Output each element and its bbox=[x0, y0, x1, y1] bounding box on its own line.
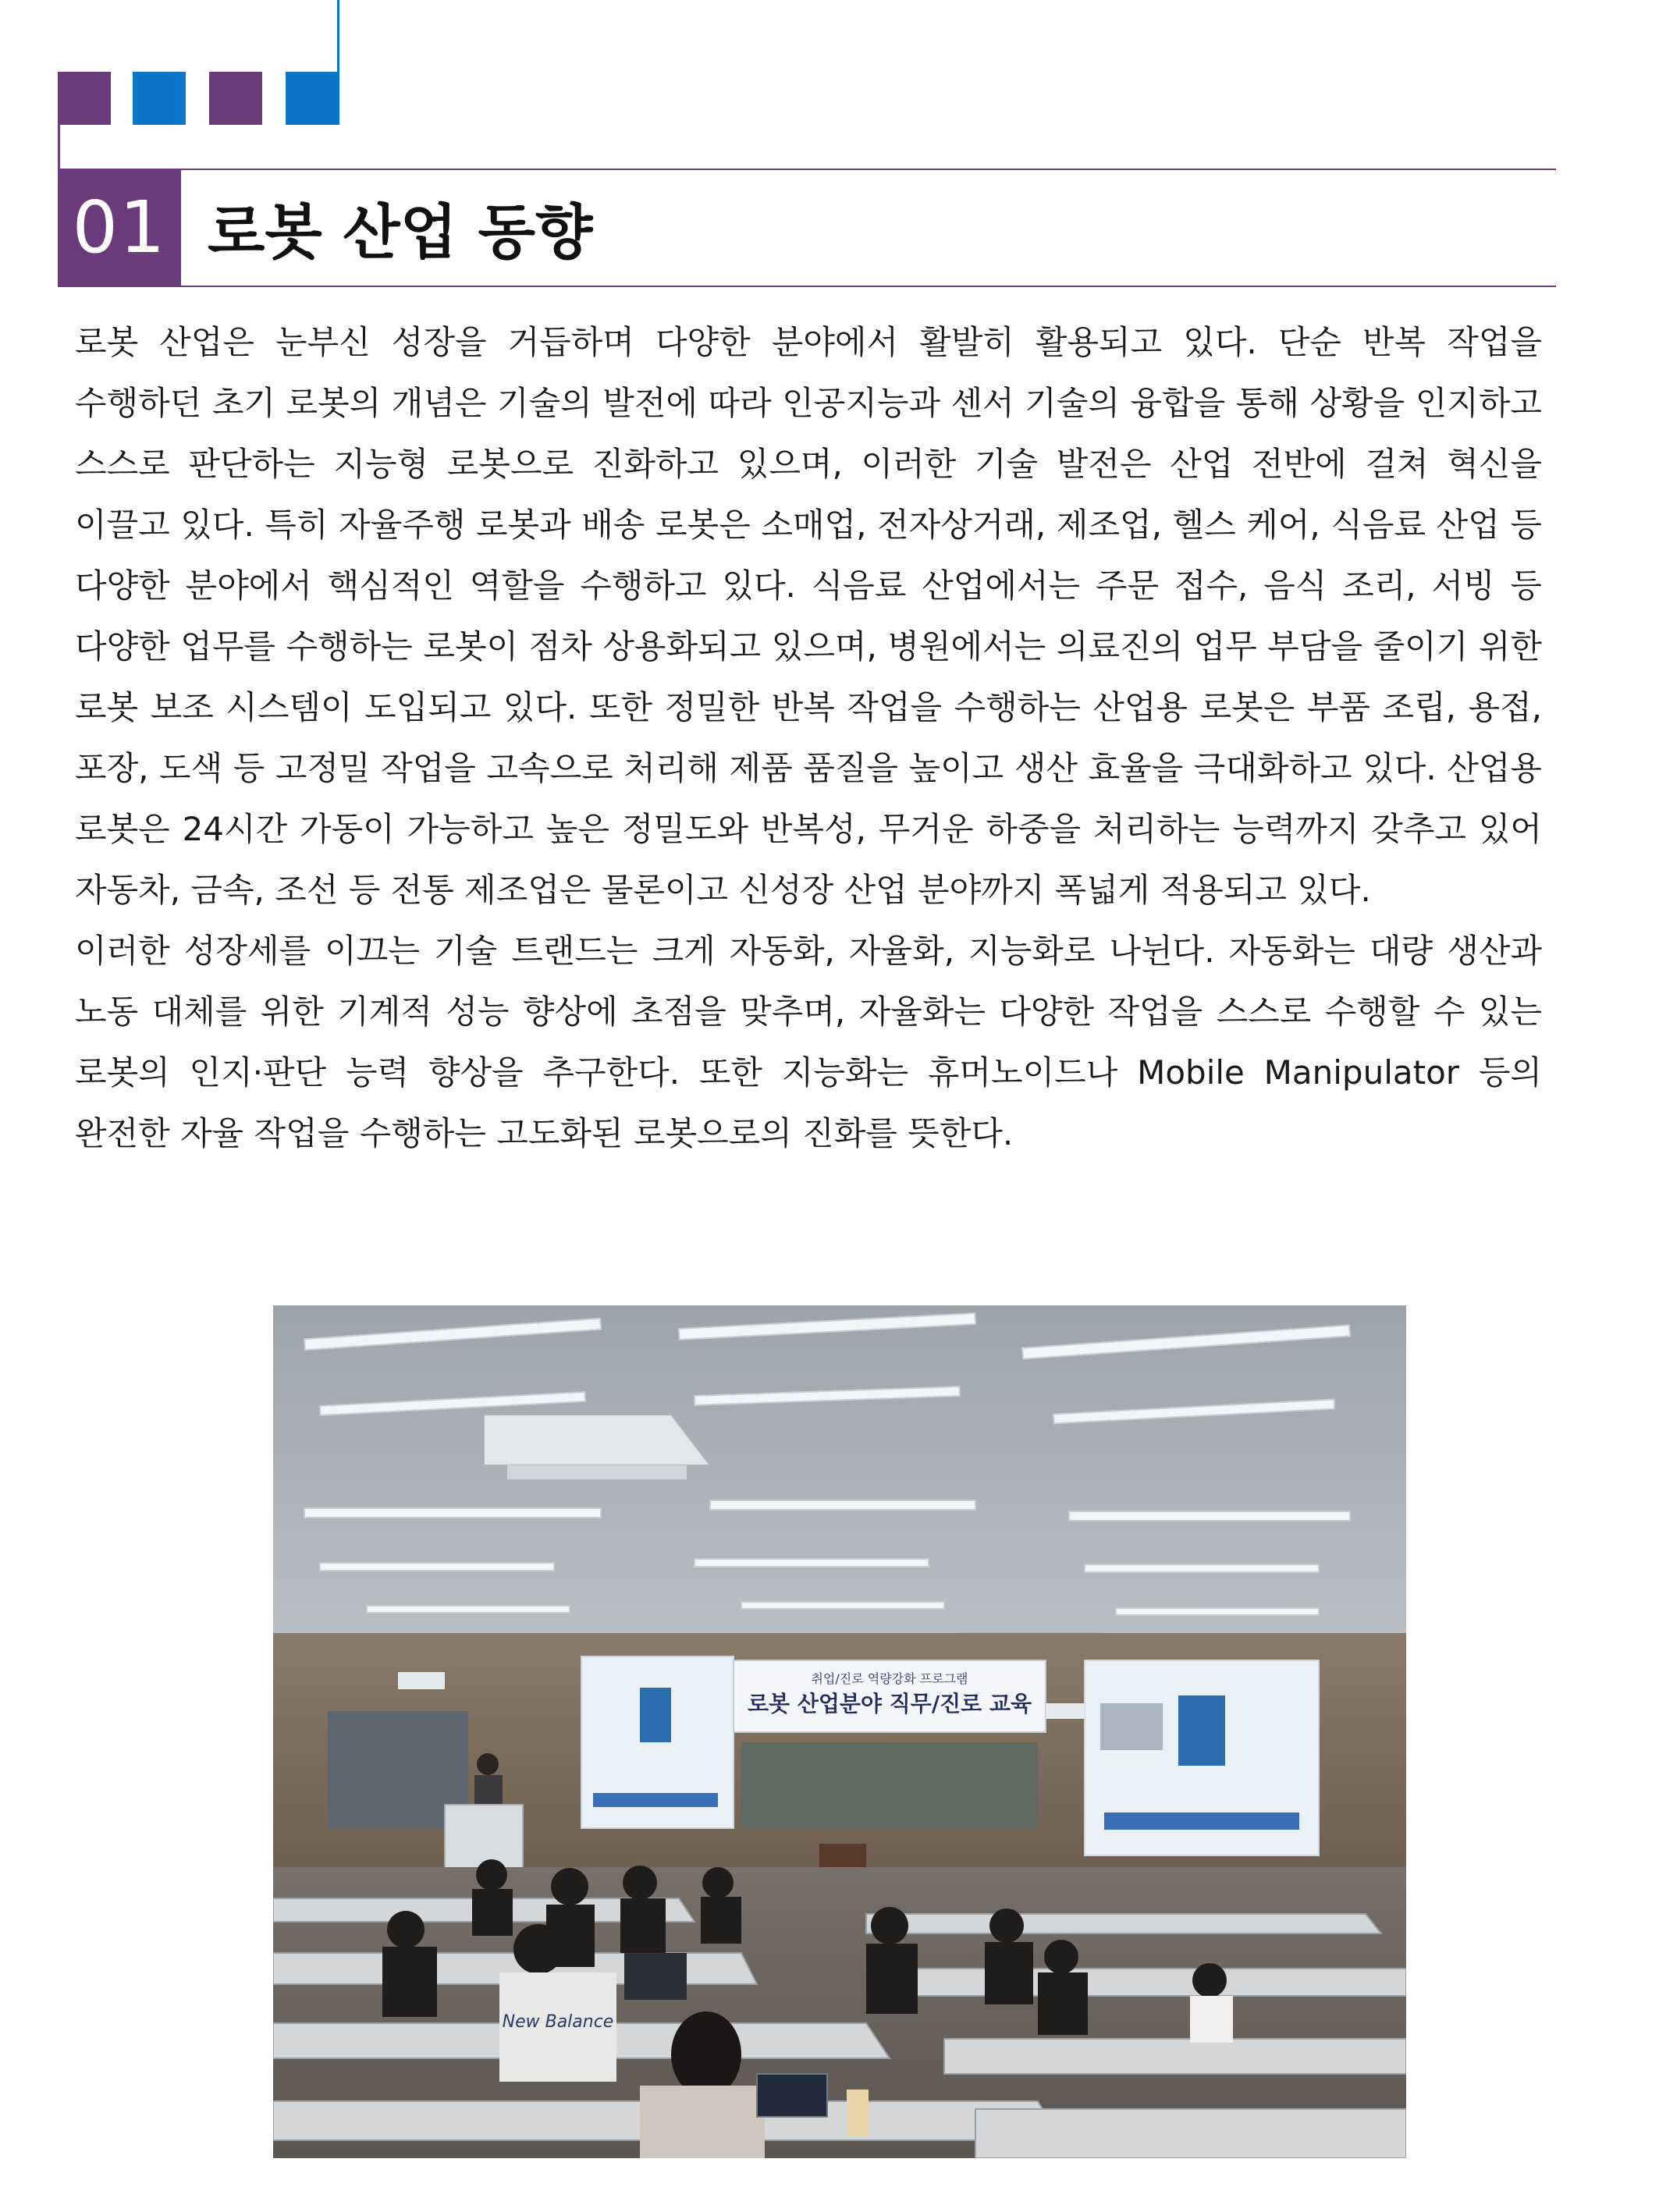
lecture-hall-photo bbox=[273, 1305, 1406, 2158]
section-number: 01 bbox=[58, 169, 181, 286]
article-body bbox=[75, 312, 1542, 1164]
decorative-square-purple bbox=[209, 72, 262, 125]
banner-title: 로봇 산업분야 직무/진로 교육 bbox=[747, 1691, 1032, 1717]
section-title: 로봇 산업 동향 bbox=[208, 197, 593, 267]
header-rule-top bbox=[58, 169, 1556, 170]
paragraph-2: 이러한 성장세를 이끄는 기술 트랜드는 크게 자동화, 자율화, 지능화로 나뉜다. 자동화는 대량 생산과 노동 대체를 위한 기계적 성능 향상에 초점을 맞추며, 자율화는 다양한 작업을 스스로 수행할 수 있는 로봇의 인지·판단 능력 향상을 추구한다. 또한 지능화는 휴머노이드나 Mobile Manipulator 등의 완전한 자율 작업을 수행하는 고도화된 로봇으로의 진화를 뜻한다. bbox=[75, 932, 1542, 1152]
banner-subtitle: 취업/진로 역량강화 프로그램 bbox=[811, 1671, 968, 1686]
header-rule-bottom bbox=[58, 286, 1556, 287]
decorative-square-purple bbox=[58, 72, 111, 125]
decorative-corner-line bbox=[58, 125, 60, 169]
paragraph-1: 로봇 산업은 눈부신 성장을 거듭하며 다양한 분야에서 활발히 활용되고 있다. 단순 반복 작업을 수행하던 초기 로봇의 개념은 기술의 발전에 따라 인공지능과 센서 기술의 융합을 통해 상황을 인지하고 스스로 판단하는 지능형 로봇으로 진화하고 있으며, 이러한 기술 발전은 산업 전반에 걸쳐 혁신을 이끌고 있다. 특히 자율주행 로봇과 배송 로봇은 소매업, 전자상거래, 제조업, 헬스 케어, 식음료 산업 등 다양한 분야에서 핵심적인 역할을 수행하고 있다. 식음료 산업에서는 주문 접수, 음식 조리, 서빙 등 다양한 업무를 수행하는 로봇이 점차 상용화되고 있으며, 병원에서는 의료진의 업무 부담을 줄이기 위한 로봇 보조 시스템이 도입되고 있다. 또한 정밀한 반복 작업을 수행하는 산업용 로봇은 부품 조립, 용접, 포장, 도색 등 고정밀 작업을 고속으로 처리해 제품 품질을 높이고 생산 효율을 극대화하고 있다. 산업용 로봇은 24시간 가동이 가능하고 높은 정밀도와 반복성, 무거운 하중을 처리하는 능력까지 갖추고 있어 자동차, 금속, 조선 등 전통 제조업은 물론이고 신성장 산업 분야까지 폭넓게 적용되고 있다. bbox=[75, 323, 1542, 909]
shirt-logo: New Balance bbox=[502, 2012, 614, 2032]
decorative-square-blue bbox=[133, 72, 186, 125]
decorative-square-blue bbox=[286, 72, 339, 125]
